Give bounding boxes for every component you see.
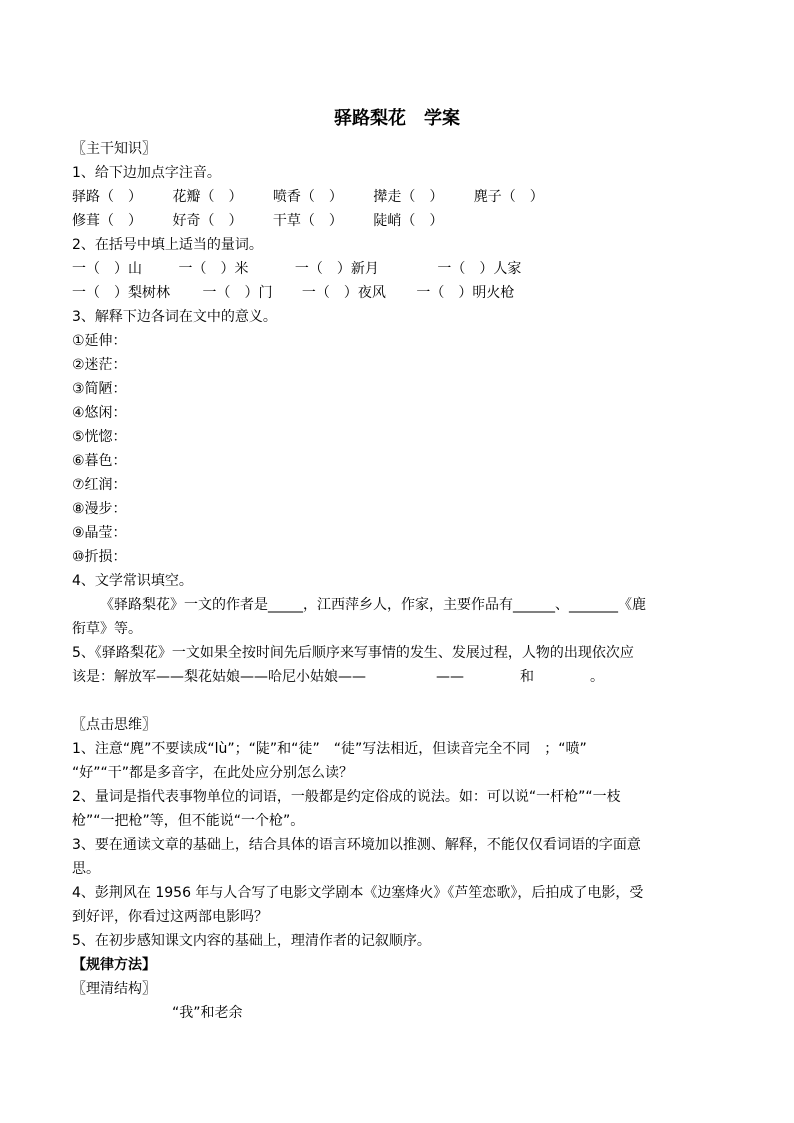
q1-item: 好奇（ ） — [172, 213, 243, 229]
q2-row2 — [72, 284, 514, 302]
q3-item: ①延伸： — [72, 333, 127, 349]
q5-line2: 该是：解放军——梨花姑娘——哈尼小姑娘—— —— 和 。 — [72, 669, 604, 685]
thinking-p3-line1: 3、要在通读文章的基础上，结合具体的语言环境加以推测、解释，不能仅仅看词语的字面意 — [72, 837, 641, 853]
thinking-p1-line2: “好”“干”都是多音字，在此处应分别怎么读？ — [72, 765, 354, 781]
q1-item: 干草（ ） — [272, 213, 343, 229]
q2-item: 一（ ）明火枪 — [416, 285, 515, 301]
q4-line1: 《驿路梨花》一文的作者是_____，江西萍乡人，作家，主要作品有______、_______《鹿 — [100, 597, 646, 613]
q3-item: ②迷茫： — [72, 357, 127, 373]
q1-item: 花瓣（ ） — [172, 189, 243, 205]
q3-item: ④悠闲： — [72, 405, 127, 421]
q3-item: ⑤恍惚： — [72, 429, 127, 445]
q3-item: ⑧漫步： — [72, 501, 127, 517]
q2-item: 一（ ）夜风 — [301, 285, 386, 301]
q3-item: ⑥暮色： — [72, 453, 127, 469]
q2-item: 一（ ）梨树林 — [72, 285, 170, 301]
q3-item: ⑨晶莹： — [72, 525, 127, 541]
q3-item: ⑦红润： — [72, 477, 127, 493]
structure-note: “我”和老余 — [172, 1005, 243, 1021]
q2-item: 一（ ）门 — [202, 285, 273, 301]
thinking-p3-line2: 思。 — [72, 861, 100, 877]
thinking-p2-line2: 枪”“一把枪”等，但不能说“一个枪”。 — [72, 813, 305, 829]
q2-item: 一（ ）新月 — [294, 261, 379, 277]
thinking-p1-line1: 1、注意“麂”不要读成“lù”；“陡”和“徒” “徒”写法相近，但读音完全不同 ；“喷” — [72, 741, 587, 757]
section-method: 【规律方法】 — [72, 957, 156, 973]
thinking-p4-line2: 到好评，你看过这两部电影吗？ — [72, 909, 268, 925]
q4-title: 4、文学常识填空。 — [72, 573, 193, 589]
q1-item: 喷香（ ） — [272, 189, 343, 205]
q2-row1 — [72, 260, 521, 278]
section-structure: 〖理清结构〗 — [72, 981, 156, 997]
q1-title: 1、给下边加点字注音。 — [72, 165, 221, 181]
q1-row1 — [72, 188, 544, 206]
q3-item: ③简陋： — [72, 381, 127, 397]
q2-item: 一（ ）米 — [178, 261, 249, 277]
thinking-p5: 5、在初步感知课文内容的基础上，理清作者的记叙顺序。 — [72, 933, 431, 949]
q1-item: 修葺（ ） — [72, 213, 142, 229]
q4-line2: 衔草》等。 — [72, 621, 142, 637]
q3-title: 3、解释下边各词在文中的意义。 — [72, 309, 277, 325]
q1-item: 麂子（ ） — [473, 189, 544, 205]
q3-item: ⑩折损： — [72, 549, 127, 565]
section-thinking: 〖点击思维〗 — [72, 717, 156, 733]
page-title: 驿路梨花 学案 — [334, 108, 460, 129]
q2-item: 一（ ）人家 — [437, 261, 522, 277]
thinking-p4-line1: 4、彭荆风在 1956 年与人合写了电影文学剧本《边塞烽火》《芦笙恋歌》，后拍成了电影，受 — [72, 885, 644, 901]
q5-line1: 5、《驿路梨花》一文如果全按时间先后顺序来写事情的发生、发展过程，人物的出现依次应 — [72, 645, 634, 661]
q2-title: 2、在括号中填上适当的量词。 — [72, 237, 263, 253]
q2-item: 一（ ）山 — [72, 261, 142, 277]
q1-item: 陡峭（ ） — [373, 213, 444, 229]
section-main-knowledge: 〖主干知识〗 — [72, 141, 156, 157]
q1-row2 — [72, 212, 443, 230]
q1-item: 驿路（ ） — [72, 189, 142, 205]
q1-item: 撵走（ ） — [373, 189, 444, 205]
thinking-p2-line1: 2、量词是指代表事物单位的词语，一般都是约定俗成的说法。如：可以说“一杆枪”“一枝 — [72, 789, 621, 805]
